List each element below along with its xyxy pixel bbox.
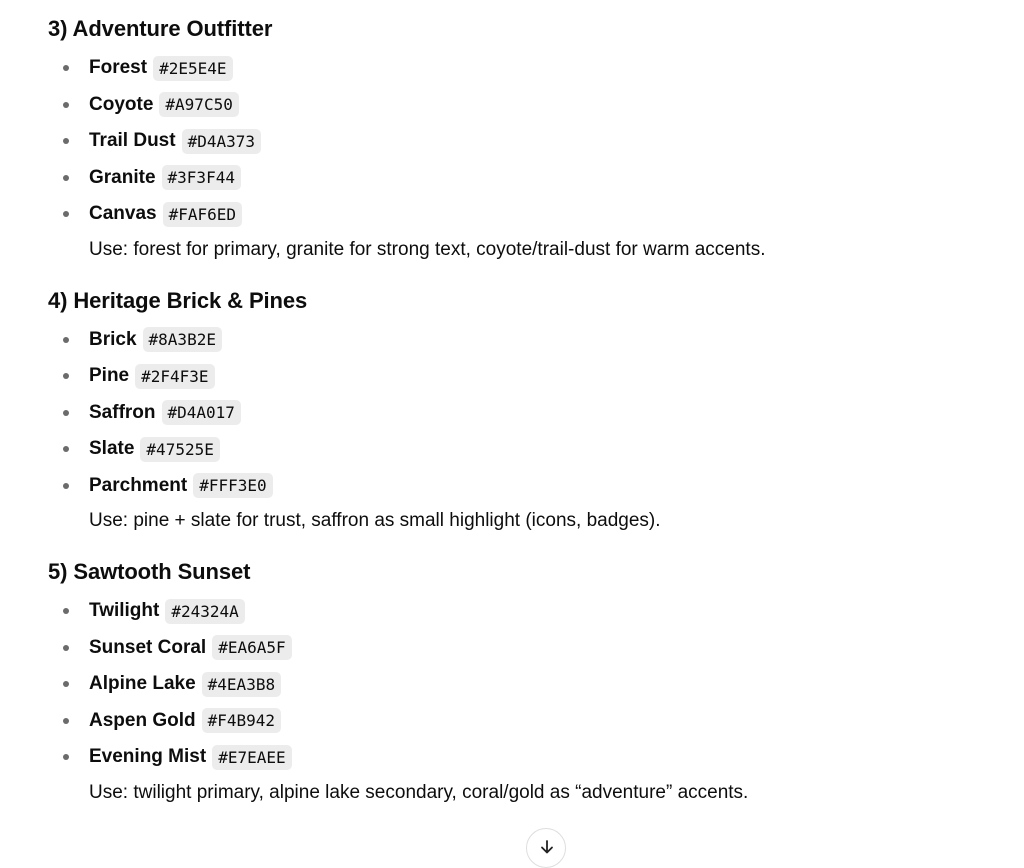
color-item <box>48 468 1008 505</box>
usage-note: Use: twilight primary, alpine lake secondary, coral/gold as “adventure” accents. <box>89 781 749 803</box>
bullet-icon <box>63 337 69 343</box>
color-name: Pine <box>89 365 130 387</box>
color-name: Alpine Lake <box>89 673 196 695</box>
hex-code: #8A3B2E <box>143 327 222 352</box>
bullet-icon <box>63 175 69 181</box>
hex-code: #D4A017 <box>162 400 241 425</box>
color-name: Coyote <box>89 93 154 115</box>
bullet-icon <box>63 446 69 452</box>
color-item <box>48 358 1008 395</box>
color-name: Trail Dust <box>89 130 176 152</box>
color-item <box>48 322 1008 359</box>
bullet-icon <box>63 138 69 144</box>
color-name: Forest <box>89 57 148 79</box>
color-item <box>48 196 1008 233</box>
scroll-to-bottom-button[interactable] <box>526 828 566 868</box>
color-item <box>48 703 1008 740</box>
color-item <box>48 160 1008 197</box>
bullet-icon <box>63 754 69 760</box>
color-item <box>48 431 1008 468</box>
color-item <box>48 123 1008 160</box>
color-item <box>48 739 1008 776</box>
color-list <box>48 50 1008 233</box>
color-item <box>48 666 1008 703</box>
color-name: Slate <box>89 438 135 460</box>
hex-code: #FAF6ED <box>163 202 242 227</box>
palette-section <box>48 14 1008 265</box>
color-name: Twilight <box>89 600 160 622</box>
bullet-icon <box>63 65 69 71</box>
section-heading: 3) Adventure Outfitter <box>48 16 273 41</box>
section-heading: 5) Sawtooth Sunset <box>48 559 251 584</box>
usage-note: Use: pine + slate for trust, saffron as small highlight (icons, badges). <box>89 510 661 531</box>
color-name: Aspen Gold <box>89 709 196 731</box>
bullet-icon <box>63 373 69 379</box>
color-item <box>48 593 1008 630</box>
hex-code: #2E5E4E <box>153 56 232 81</box>
color-list <box>48 322 1008 505</box>
color-name: Brick <box>89 328 137 350</box>
color-name: Canvas <box>89 203 157 225</box>
hex-code: #F4B942 <box>202 708 281 733</box>
color-name: Evening Mist <box>89 746 207 768</box>
hex-code: #47525E <box>140 437 219 462</box>
hex-code: #3F3F44 <box>162 165 241 190</box>
color-item <box>48 50 1008 87</box>
arrow-down-icon <box>539 839 555 855</box>
hex-code: #4EA3B8 <box>202 672 281 697</box>
hex-code: #E7EAEE <box>212 745 291 770</box>
hex-code: #EA6A5F <box>212 635 291 660</box>
color-name: Saffron <box>89 401 156 423</box>
section-heading: 4) Heritage Brick & Pines <box>48 287 308 313</box>
palette-section <box>48 286 1008 537</box>
color-name: Granite <box>89 166 156 188</box>
color-name: Sunset Coral <box>89 636 207 658</box>
bullet-icon <box>63 718 69 724</box>
bullet-icon <box>63 483 69 489</box>
palette-section <box>48 557 1008 808</box>
bullet-icon <box>63 608 69 614</box>
bullet-icon <box>63 645 69 651</box>
color-item <box>48 395 1008 432</box>
hex-code: #2F4F3E <box>135 364 214 389</box>
hex-code: #A97C50 <box>159 92 238 117</box>
bullet-icon <box>63 681 69 687</box>
color-list <box>48 593 1008 776</box>
palette-document <box>48 14 1008 829</box>
color-item <box>48 630 1008 667</box>
bullet-icon <box>63 102 69 108</box>
color-item <box>48 87 1008 124</box>
bullet-icon <box>63 410 69 416</box>
hex-code: #24324A <box>165 599 244 624</box>
usage-note: Use: forest for primary, granite for strong text, coyote/trail-dust for warm accents. <box>89 238 766 260</box>
hex-code: #FFF3E0 <box>193 473 272 498</box>
hex-code: #D4A373 <box>182 129 261 154</box>
bullet-icon <box>63 211 69 217</box>
color-name: Parchment <box>89 474 188 496</box>
